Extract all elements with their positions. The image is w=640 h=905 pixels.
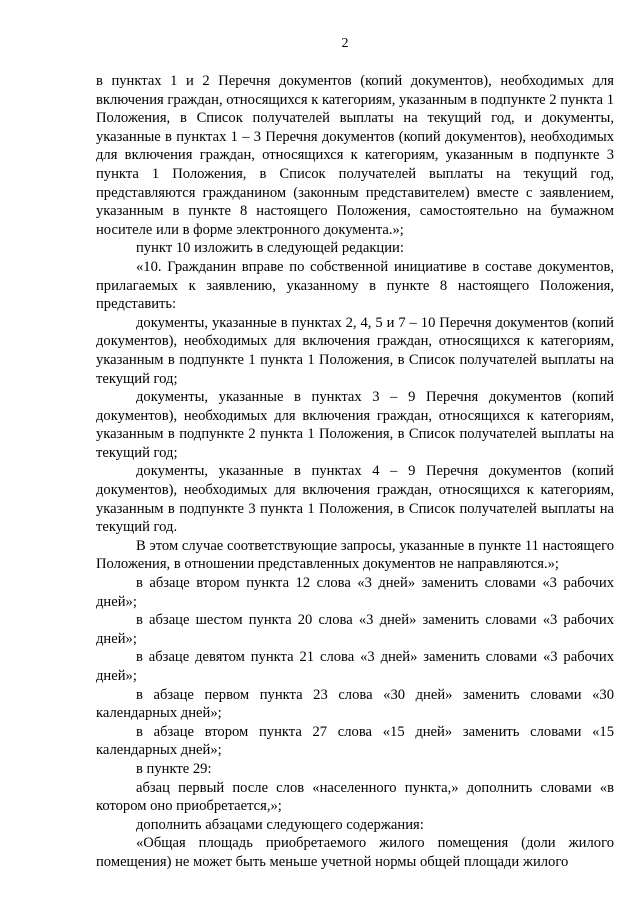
paragraph-2: пункт 10 изложить в следующей редакции: [136,240,404,257]
paragraph-4: документы, указанные в пунктах 2, 4, 5 и 7 – 10 Перечня документов (копий документов), необходимых для включения граждан, относящихся к категориям, указанным в подпункте 1 пункта 1 Положения, в Список получателей выплаты на текущий год; [96,314,614,387]
paragraph-10: в абзаце девятом пункта 21 слова «3 дней» заменить словами «3 рабочих дней»; [96,649,614,684]
paragraph-15: дополнить абзацами следующего содержания: [136,816,424,833]
page-number: 2 [341,36,349,51]
document-body [96,72,614,872]
paragraph-3: «10. Гражданин вправе по собственной инициативе в составе документов, прилагаемых к заявлению, указанному в пункте 8 настоящего Положения, представить: [96,258,614,313]
paragraph-16: «Общая площадь приобретаемого жилого помещения (доли жилого помещения) не может быть меньше учетной нормы общей площади жилого [96,835,614,870]
paragraph-7: В этом случае соответствующие запросы, указанные в пункте 11 настоящего Положения, в отношении представленных документов не направляются.»; [96,537,614,573]
paragraph-6: документы, указанные в пунктах 4 – 9 Перечня документов (копий документов), необходимых для включения граждан, относящихся к категориям, указанным в подпункте 3 пункта 1 Положения, в Список получателей выплаты на текущий год. [96,463,614,536]
paragraph-8: в абзаце втором пункта 12 слова «3 дней» заменить словами «3 рабочих дней»; [96,575,614,610]
paragraph-12: в абзаце втором пункта 27 слова «15 дней» заменить словами «15 календарных дней»; [96,723,614,759]
paragraph-5: документы, указанные в пунктах 3 – 9 Перечня документов (копий документов), необходимых для включения граждан, относящихся к категориям, указанным в подпункте 2 пункта 1 Положения, в Список получателей выплаты на текущий год; [96,389,614,461]
paragraph-11: в абзаце первом пункта 23 слова «30 дней» заменить словами «30 календарных дней»; [96,686,614,722]
paragraph-14: абзац первый после слов «населенного пункта,» дополнить словами «в котором оно приобретается,»; [96,779,614,815]
paragraph-13: в пункте 29: [136,760,212,777]
paragraph-1: в пунктах 1 и 2 Перечня документов (копий документов), необходимых для включения граждан, относящихся к категориям, указанным в подпункте 2 пункта 1 Положения, в Список получателей выплаты на текущий год, и документы, указанные в пунктах 1 – 3 Перечня документов (копий документов), необходимых для включения граждан, относящихся к категориям, указанным в подпункте 3 пункта 1 Положения, в Список получателей выплаты на текущий год, представляются гражданином (законным представителем) вместе с заявлением, указанным в пункте 8 настоящего Положения, самостоятельно на бумажном носителе или в форме электронного документа.»; [96,73,614,238]
paragraph-9: в абзаце шестом пункта 20 слова «3 дней» заменить словами «3 рабочих дней»; [96,612,614,647]
